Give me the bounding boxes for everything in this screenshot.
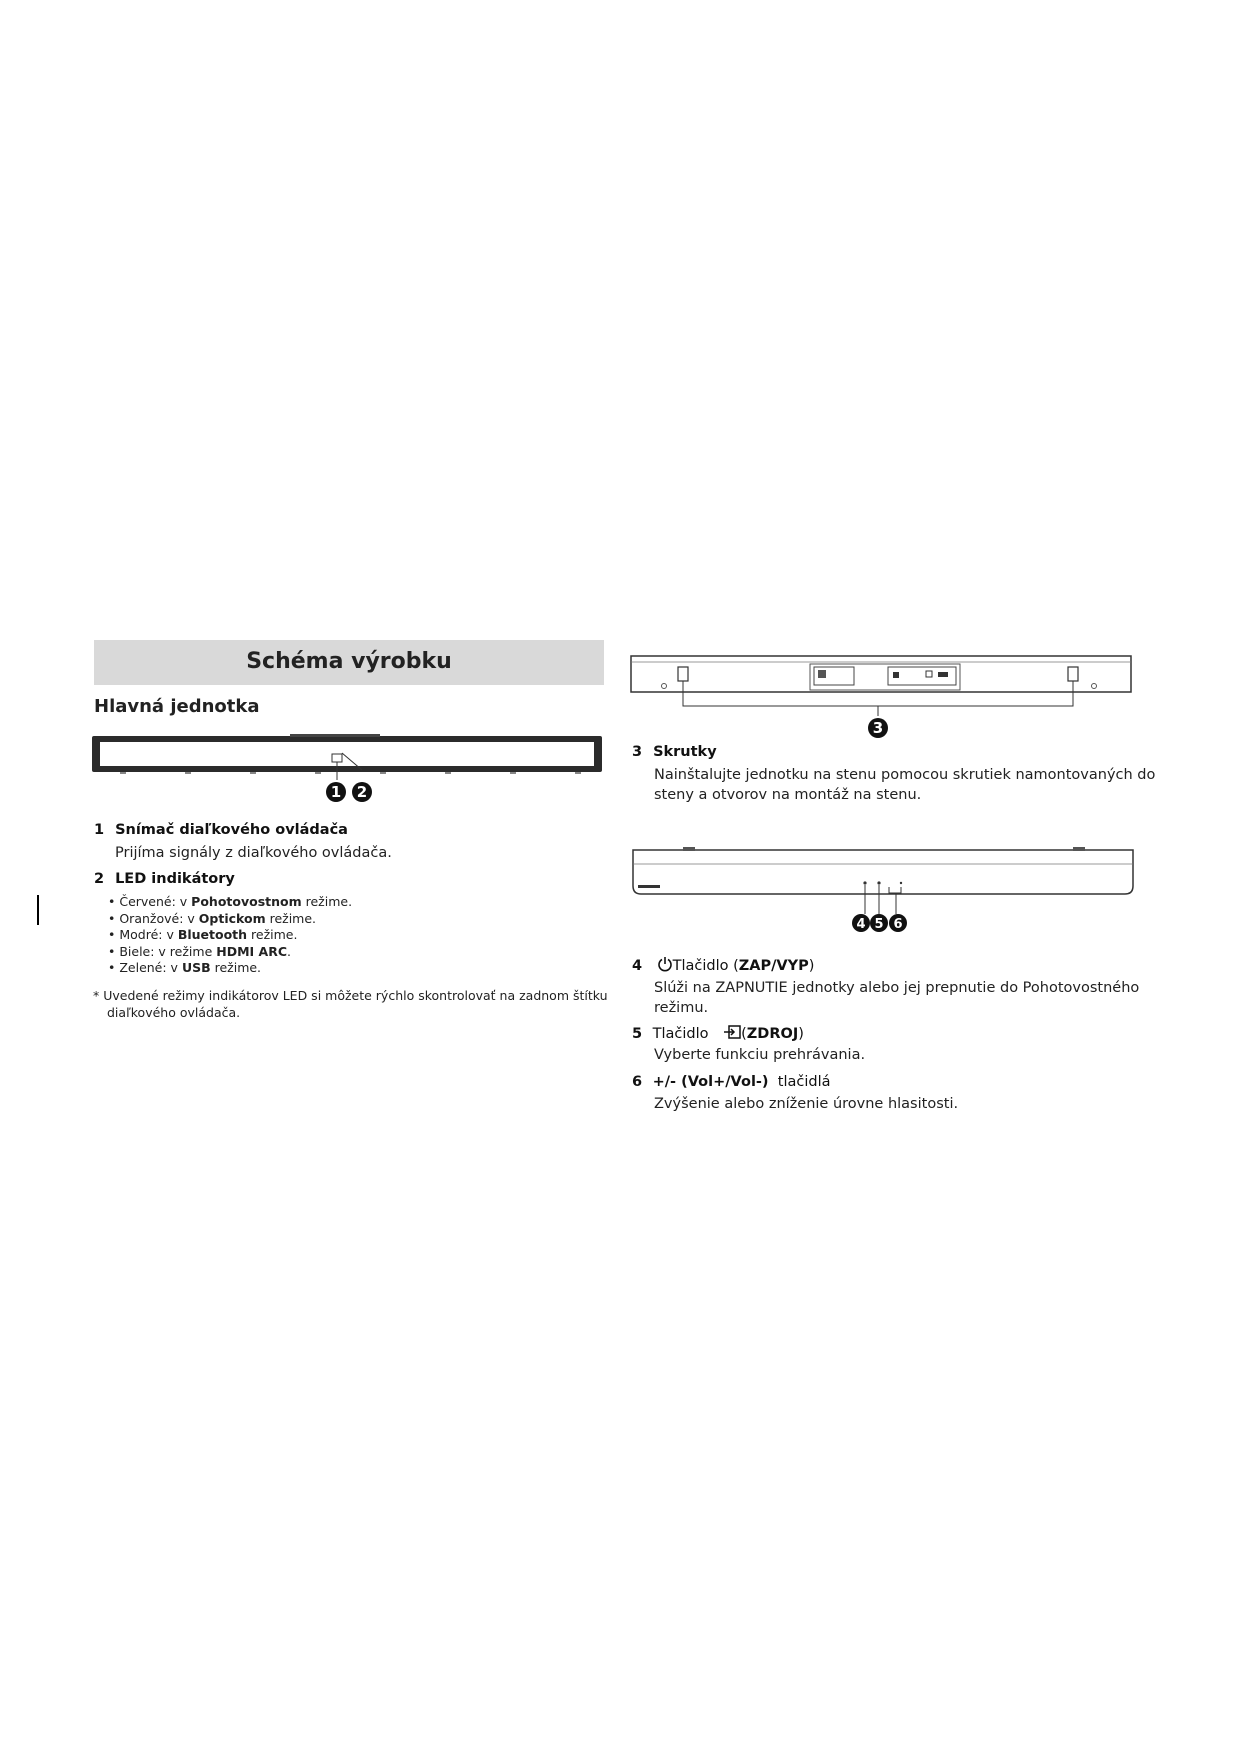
callout-5 [870, 914, 888, 932]
item-5-title: 5 Tlačidlo (ZDROJ) [632, 1026, 804, 1042]
list-item: • Zelené: v USB režime. [108, 960, 262, 975]
front-view-figure [90, 730, 610, 810]
list-item: • Biele: v režime HDMI ARC. [108, 943, 291, 959]
back-view-figure [628, 652, 1138, 744]
section-title: Hlavná jednotka [94, 696, 260, 717]
footnote: * Uvedené režimy indikátorov LED si môžete rýchlo skontrolovať na zadnom štítku diaľkového ovládača. [93, 988, 608, 1020]
item-5-desc: Vyberte funkciu prehrávania. [654, 1047, 866, 1063]
svg-text:6: 6 [893, 917, 903, 932]
callout-6 [889, 914, 907, 932]
item-4-title: 4 Tlačidlo (ZAP/VYP) [632, 958, 815, 974]
svg-text:3: 3 [872, 719, 884, 737]
item-1-title: 1 Snímač diaľkového ovládača [94, 822, 348, 838]
item-6-desc: Zvýšenie alebo zníženie úrovne hlasitosti. [654, 1096, 959, 1112]
source-input-icon [723, 1025, 741, 1039]
soundbar-front-panel [100, 742, 594, 766]
margin-bar [37, 895, 39, 925]
list-item: • Modré: v Bluetooth režime. [108, 927, 298, 942]
led-bullet-list [108, 894, 352, 977]
item-6-title: 6 +/- (Vol+/Vol-) tlačidlá [632, 1074, 831, 1090]
soundbar-back-body [631, 656, 1131, 692]
brand-logo [638, 885, 660, 888]
svg-text:4: 4 [856, 917, 866, 932]
item-2-title: 2 LED indikátory [94, 871, 235, 887]
list-item: • Oranžové: v Optickom režime. [108, 910, 317, 926]
page-title: Schéma výrobku [246, 649, 452, 674]
item-4-desc: Slúži na ZAPNUTIE jednotky alebo jej prepnutie do Pohotovostného režimu. [654, 980, 1140, 1016]
callout-4 [852, 914, 870, 932]
svg-text:2: 2 [356, 783, 368, 801]
svg-text:1: 1 [330, 783, 342, 801]
item-3-title: 3 Skrutky [632, 744, 717, 760]
item-3-desc: Nainštalujte jednotku na stenu pomocou skrutiek namontovaných do steny a otvorov na montáž na stenu. [654, 767, 1156, 803]
svg-text:5: 5 [874, 917, 884, 932]
callout-2 [352, 782, 372, 802]
item-1-desc: Prijíma signály z diaľkového ovládača. [115, 845, 392, 861]
source-button-mark [877, 881, 880, 884]
callout-3 [868, 718, 888, 738]
callout-1 [326, 782, 346, 802]
list-item: • Červené: v Pohotovostnom režime. [108, 894, 353, 909]
power-button-mark [863, 881, 866, 884]
power-icon [657, 956, 673, 972]
top-view-figure [628, 842, 1148, 936]
soundbar-top-body [633, 850, 1133, 894]
